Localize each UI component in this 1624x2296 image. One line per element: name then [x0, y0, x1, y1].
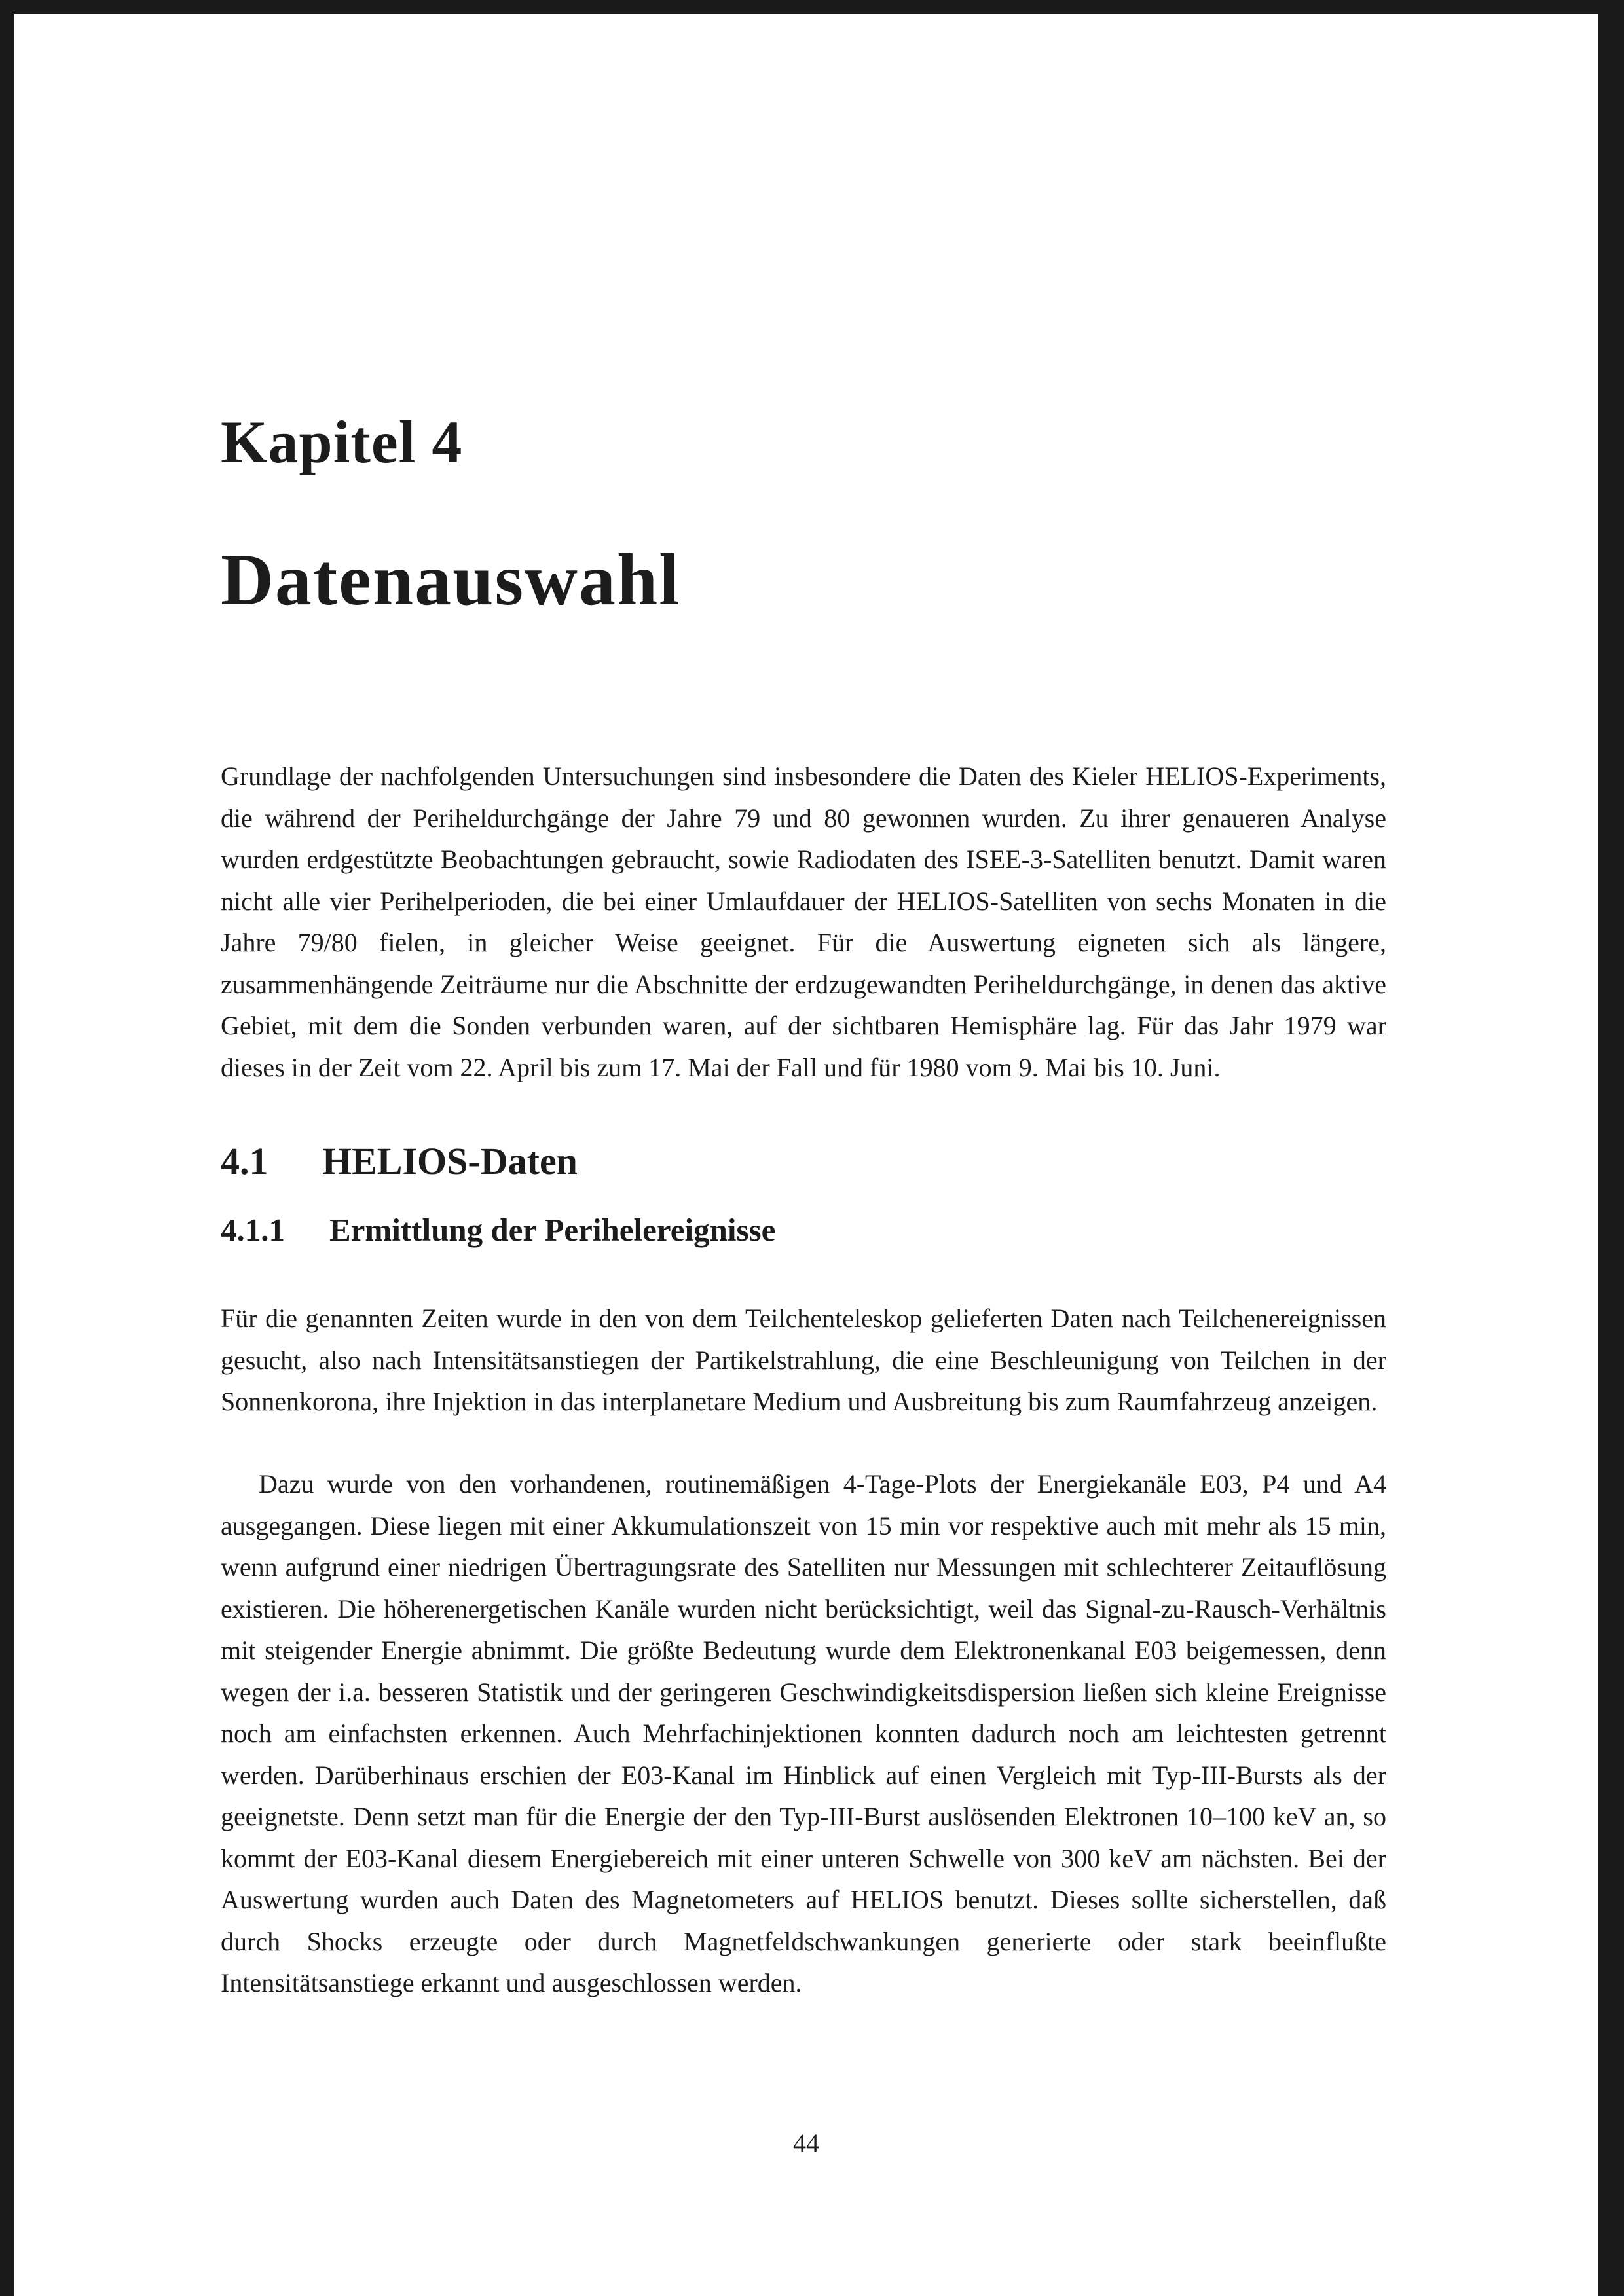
section-heading	[221, 1139, 578, 1183]
page-number: 44	[793, 2128, 819, 2158]
intro-paragraph: Grundlage der nachfolgenden Untersuchungen sind insbesondere die Daten des Kieler HELIOS-Experiments, die während der Periheldurchgänge der Jahre 79 und 80 gewonnen wurden. Zu ihrer genaueren Analyse wurden erdgestützte Beobachtungen gebraucht, sowie Radiodaten des ISEE-3-Satelliten benutzt. Damit waren nicht alle vier Perihelperioden, die bei einer Umlaufdauer der HELIOS-Satelliten von sechs Monaten in die Jahre 79/80 fielen, in gleicher Weise geeignet. Für die Auswertung eigneten sich als längere, zusammenhängende Zeiträume nur die Abschnitte der erdzugewandten Periheldurchgänge, in denen das aktive Gebiet, mit dem die Sonden verbunden waren, auf der sichtbaren Hemisphäre lag. Für das Jahr 1979 war dieses in der Zeit vom 22. April bis zum 17. Mai der Fall und für 1980 vom 9. Mai bis 10. Juni.	[221, 761, 1386, 1082]
section-number: 4.1	[221, 1140, 268, 1182]
subsection-title: Ermittlung der Perihelereignisse	[329, 1212, 776, 1248]
document-page	[14, 14, 1598, 2296]
subsection-number: 4.1.1	[221, 1212, 285, 1248]
chapter-label: Kapitel 4	[221, 409, 463, 475]
body-paragraph: Für die genannten Zeiten wurde in den von dem Teilchenteleskop gelieferten Daten nach Teilchenereignissen gesucht, also nach Intensitätsanstiegen der Partikelstrahlung, die eine Beschleunigung von Teilchen in der Sonnenkorona, ihre Injektion in das interplanetare Medium und Ausbreitung bis zum Raumfahrzeug anzeigen.	[221, 1303, 1386, 1416]
subsection-heading	[221, 1211, 775, 1248]
section-title: HELIOS-Daten	[322, 1140, 578, 1182]
body-paragraph: Dazu wurde von den vorhandenen, routinemäßigen 4-Tage-Plots der Energiekanäle E03, P4 und A4 ausgegangen. Diese liegen mit einer Akkumulationszeit von 15 min vor respektive auch mit mehr als 15 min, wenn aufgrund einer niedrigen Übertragungsrate des Satelliten nur Messungen mit schlechterer Zeitauflösung existieren. Die höherenergetischen Kanäle wurden nicht berücksichtigt, weil das Signal-zu-Rausch-Verhältnis mit steigender Energie abnimmt. Die größte Bedeutung wurde dem Elektronenkanal E03 beigemessen, denn wegen der i.a. besseren Statistik und der geringeren Geschwindigkeitsdispersion ließen sich kleine Ereignisse noch am einfachsten erkennen. Auch Mehrfachinjektionen konnten dadurch noch am leichtesten getrennt werden. Darüberhinaus erschien der E03-Kanal im Hinblick auf einen Vergleich mit Typ-III-Bursts als der geeignetste. Denn setzt man für die Energie der den Typ-III-Burst auslösenden Elektronen 10–100 keV an, so kommt der E03-Kanal diesem Energiebereich mit einer unteren Schwelle von 300 keV am nächsten. Bei der Auswertung wurden auch Daten des Magnetometers auf HELIOS benutzt. Dieses sollte sicherstellen, daß durch Shocks erzeugte oder durch Magnetfeldschwankungen generierte oder stark beeinflußte Intensitätsanstiege erkannt und ausgeschlossen werden.	[221, 1469, 1386, 1997]
chapter-title: Datenauswahl	[221, 539, 681, 621]
